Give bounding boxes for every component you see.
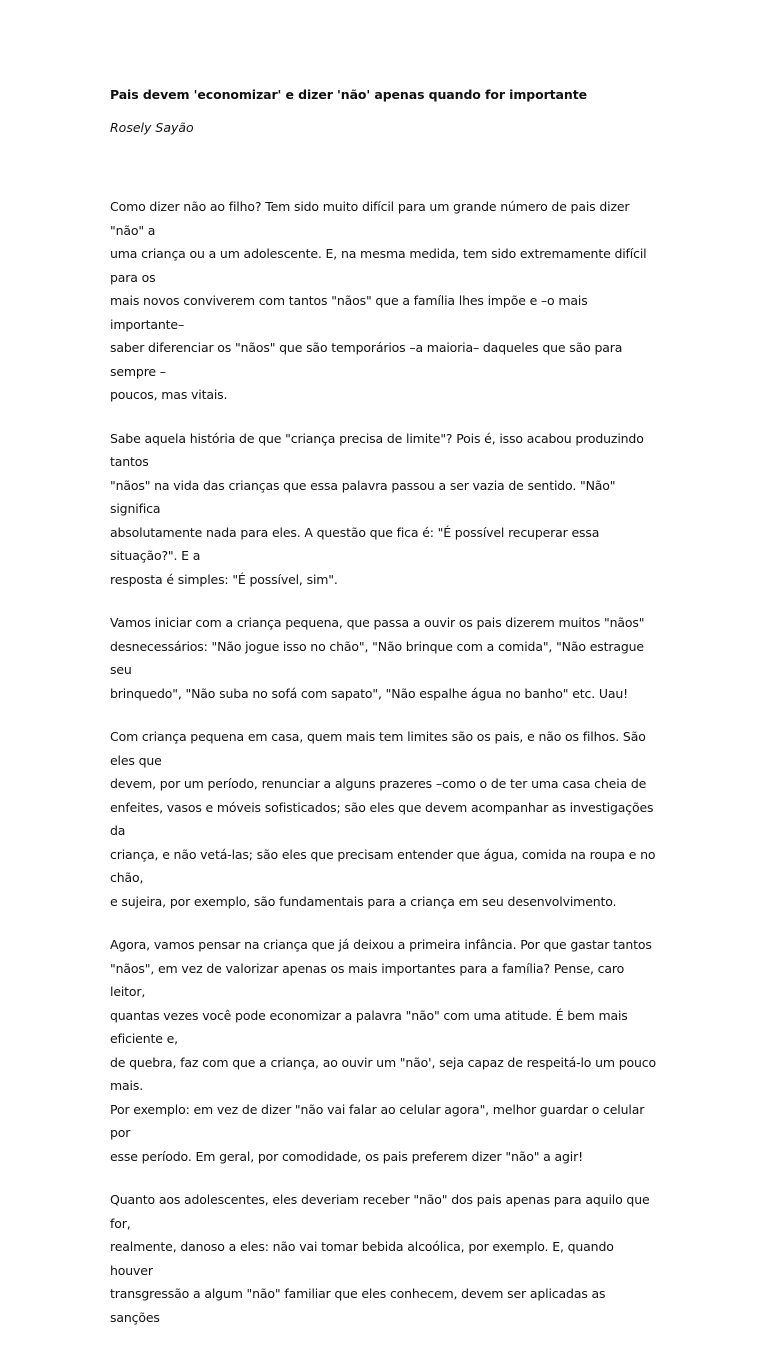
paragraph-line: brinquedo", "Não suba no sofá com sapato", "Não espalhe água no banho" etc. Uau! [110, 685, 628, 701]
article-paragraph [110, 1188, 658, 1329]
paragraph-line: realmente, danoso a eles: não vai tomar bebida alcoólica, por exemplo. E, quando houver [110, 1239, 614, 1278]
article-paragraph [110, 195, 658, 407]
paragraph-line: transgressão a algum "não" familiar que eles conhecem, devem ser aplicadas as sanções [110, 1286, 606, 1325]
article-paragraph [110, 933, 658, 1168]
paragraph-line: Por exemplo: em vez de dizer "não vai falar ao celular agora", melhor guardar o celular por [110, 1101, 645, 1140]
paragraph-line: devem, por um período, renunciar a alguns prazeres –como o de ter uma casa cheia de [110, 776, 647, 791]
paragraph-line: enfeites, vasos e móveis sofisticados; são eles que devem acompanhar as investigações da [110, 799, 654, 838]
paragraph-line: esse período. Em geral, por comodidade, os pais preferem dizer "não" a agir! [110, 1148, 583, 1164]
paragraph-line: desnecessários: "Não jogue isso no chão", "Não brinque com a comida", "Não estrague seu [110, 638, 644, 677]
paragraph-line: Com criança pequena em casa, quem mais tem limites são os pais, e não os filhos. São eles que [110, 729, 646, 768]
article-paragraph [110, 611, 658, 705]
paragraph-line: mais novos conviverem com tantos "nãos" que a família lhes impõe e –o mais importante– [110, 293, 588, 332]
paragraph-line: Vamos iniciar com a criança pequena, que passa a ouvir os pais dizerem muitos "nãos" [110, 615, 645, 630]
paragraph-line: uma criança ou a um adolescente. E, na mesma medida, tem sido extremamente difícil para os [110, 246, 647, 285]
article-paragraph [110, 427, 658, 592]
paragraph-line: Quanto aos adolescentes, eles deveriam receber "não" dos pais apenas para aquilo que for, [110, 1192, 650, 1231]
paragraph-line: Agora, vamos pensar na criança que já deixou a primeira infância. Por que gastar tantos [110, 937, 652, 952]
paragraph-line: criança, e não vetá-las; são eles que precisam entender que água, comida na roupa e no chão, [110, 846, 656, 885]
paragraph-line: absolutamente nada para eles. A questão que fica é: "É possível recuperar essa situação?". E a [110, 524, 600, 563]
paragraph-line: "nãos" na vida das crianças que essa palavra passou a ser vazia de sentido. "Não" significa [110, 477, 616, 516]
article-paragraph [110, 725, 658, 913]
article [110, 86, 658, 1349]
paragraph-line: Sabe aquela história de que "criança precisa de limite"? Pois é, isso acabou produzindo tantos [110, 430, 644, 469]
article-title: Pais devem 'economizar' e dizer 'não' apenas quando for importante [110, 87, 587, 102]
paragraph-line: e sujeira, por exemplo, são fundamentais para a criança em seu desenvolvimento. [110, 893, 617, 909]
paragraph-line: poucos, mas vitais. [110, 387, 228, 402]
paragraph-line: de quebra, faz com que a criança, ao ouvir um "não', seja capaz de respeitá-lo um pouco mais. [110, 1054, 657, 1093]
article-body [110, 195, 658, 1329]
paragraph-line: saber diferenciar os "nãos" que são temporários –a maioria– daqueles que são para sempre – [110, 340, 623, 379]
paragraph-line: "nãos", em vez de valorizar apenas os mais importantes para a família? Pense, caro leitor, [110, 960, 625, 999]
paragraph-line: quantas vezes você pode economizar a palavra "não" com uma atitude. É bem mais eficiente e, [110, 1007, 628, 1046]
paragraph-line: Como dizer não ao filho? Tem sido muito difícil para um grande número de pais dizer "não" a [110, 199, 630, 238]
article-author: Rosely Sayão [110, 120, 194, 135]
paragraph-line: resposta é simples: "É possível, sim". [110, 571, 338, 587]
